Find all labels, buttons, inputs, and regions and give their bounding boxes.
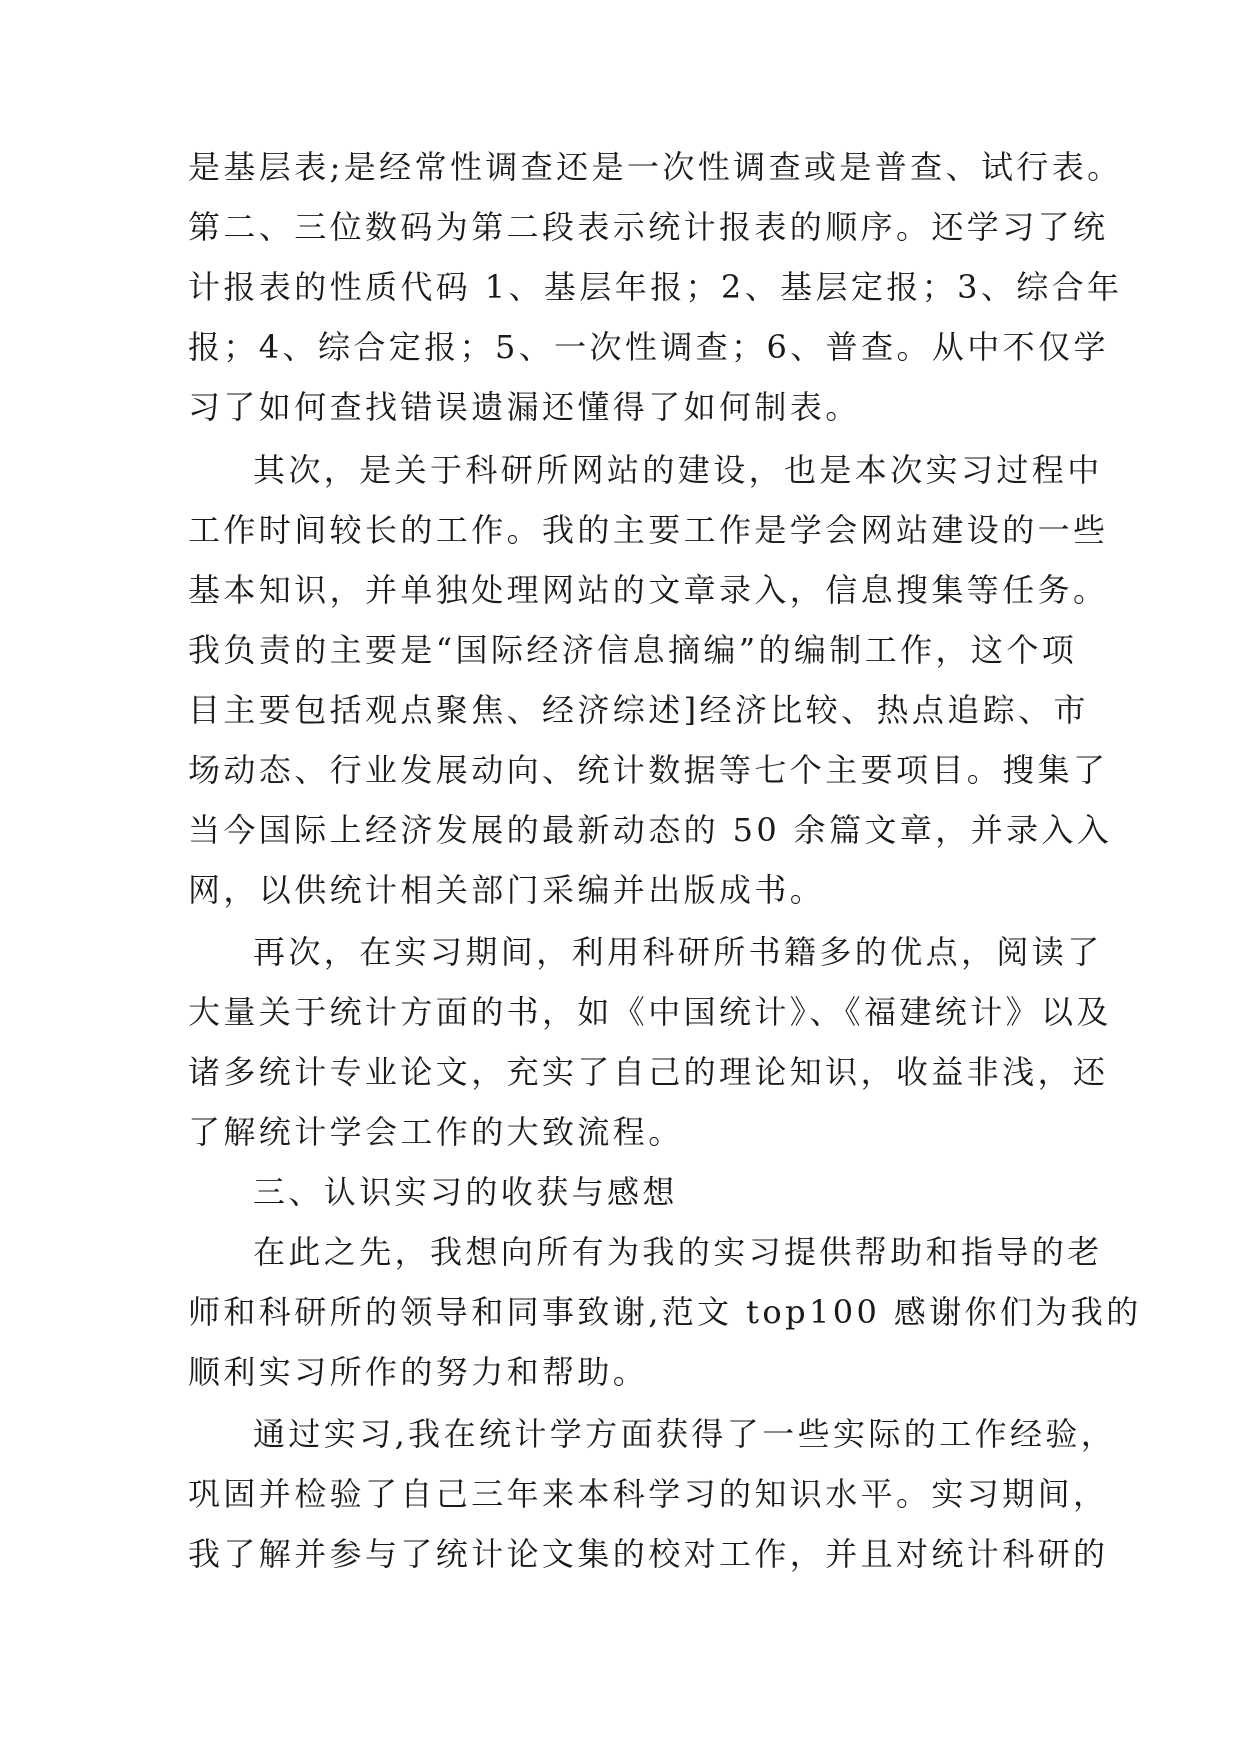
- text-line: 习了如何查找错误遗漏还懂得了如何制表。: [188, 388, 861, 426]
- text-line: 师和科研所的领导和同事致谢,范文 top100 感谢你们为我的: [188, 1293, 1142, 1331]
- text-line: 基本知识，并单独处理网站的文章录入，信息搜集等任务。: [188, 571, 1109, 609]
- text-line: 我负责的主要是“国际经济信息摘编”的编制工作，这个项: [188, 631, 1078, 669]
- text-line: 报；4、综合定报；5、一次性调查；6、普查。从中不仅学: [188, 328, 1109, 366]
- text-line: 工作时间较长的工作。我的主要工作是学会网站建设的一些: [188, 511, 1109, 549]
- paragraph-first-line: 其次，是关于科研所网站的建设，也是本次实习过程中: [253, 451, 1103, 489]
- section-heading: 三、认识实习的收获与感想: [253, 1173, 678, 1211]
- text-line: 场动态、行业发展动向、统计数据等七个主要项目。搜集了: [188, 751, 1109, 789]
- text-line: 顺利实习所作的努力和帮助。: [188, 1353, 649, 1391]
- paragraph-first-line: 在此之先，我想向所有为我的实习提供帮助和指导的老: [253, 1233, 1103, 1271]
- text-line: 当今国际上经济发展的最新动态的 50 余篇文章，并录入入: [188, 811, 1113, 849]
- text-line: 计报表的性质代码 1、基层年报；2、基层定报；3、综合年: [188, 268, 1123, 306]
- paragraph-first-line: 通过实习,我在统计学方面获得了一些实际的工作经验，: [253, 1415, 1117, 1453]
- text-line: 诸多统计专业论文，充实了自己的理论知识，收益非浅，还: [188, 1053, 1109, 1091]
- text-line: 第二、三位数码为第二段表示统计报表的顺序。还学习了统: [188, 208, 1109, 246]
- text-line: 网，以供统计相关部门采编并出版成书。: [188, 871, 826, 909]
- text-line: 我了解并参与了统计论文集的校对工作，并且对统计科研的: [188, 1535, 1109, 1573]
- text-line: 是基层表;是经常性调查还是一次性调查或是普查、试行表。: [188, 148, 1123, 186]
- paragraph-first-line: 再次，在实习期间，利用科研所书籍多的优点，阅读了: [253, 933, 1103, 971]
- text-line: 巩固并检验了自己三年来本科学习的知识水平。实习期间，: [188, 1475, 1109, 1513]
- text-line: 了解统计学会工作的大致流程。: [188, 1113, 684, 1151]
- text-line: 目主要包括观点聚焦、经济综述]经济比较、热点追踪、市: [188, 691, 1089, 729]
- text-line: 大量关于统计方面的书，如《中国统计》、《福建统计》以及: [188, 993, 1112, 1031]
